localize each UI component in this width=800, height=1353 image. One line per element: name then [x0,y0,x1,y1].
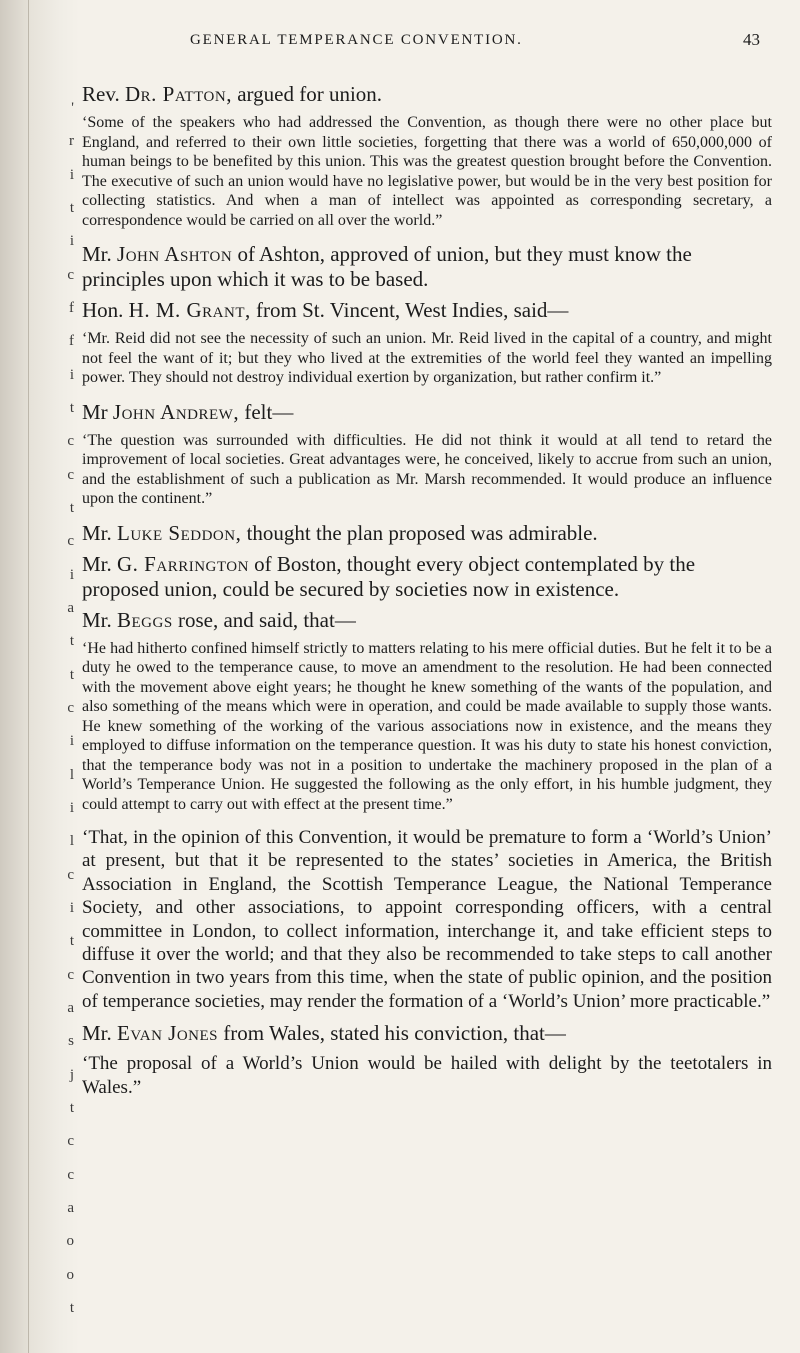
margin-fragment: s [68,1033,74,1050]
document-body [82,82,772,1107]
margin-fragment: t [69,633,74,650]
speaker-name: John Andrew, [112,399,240,424]
speaker-title: Mr. [82,607,112,632]
speaker-statement: argued for union. [237,82,383,106]
margin-fragment: t [69,933,74,950]
speaker-statement: of Ashton, approved of union, but they must know the principles upon which it was to be based. [82,242,692,291]
margin-fragment: l [69,833,74,850]
margin-fragment: a [67,1200,74,1216]
margin-fragment: i [69,366,74,383]
speaker-paragraph [82,400,772,425]
speaker-title: Mr [82,399,108,424]
quoted-speech: ‘The question was surrounded with difficulties. He did not think it would at all tend to retard the improvement of local societies. Great advantages were, he conceived, likely to accrue from such an union, and the establishment of such a publication as Mr. Marsh recommended. It would produce an influence upon the continent.” [82,431,772,507]
speaker-name: Dr. Patton, [124,82,232,106]
margin-fragment: c [67,700,74,716]
margin-fragment: f [69,300,74,316]
quoted-speech: ‘The proposal of a World’s Union would be hailed with delight by the teetotalers in Wales.” [82,1053,772,1098]
speaker-paragraph [82,1021,772,1046]
speaker-name: Luke Seddon, [117,520,242,545]
speaker-statement: rose, and said, that— [177,607,356,632]
margin-fragment: a [67,1000,74,1016]
speaker-title: Mr. [82,520,112,545]
margin-fragment: l [69,766,74,783]
margin-fragment: i [69,900,74,916]
speaker-title: Mr. [82,1021,112,1046]
quoted-speech: ‘Mr. Reid did not see the necessity of such an union. Mr. Reid lived in the capital of a country, and might not feel the want of it; but they who lived at the extremities of the world feel they wanted an impelling power. They should not destroy individual exertion by organization, but rather confirm it.” [82,330,772,386]
margin-fragment: t [69,400,74,416]
page-header [170,30,760,52]
speaker-paragraph [82,608,772,633]
margin-fragment: c [67,466,74,483]
speaker-statement: of Boston, thought every object contemplated by the proposed union, could be secured by societies now in existence. [82,551,696,601]
speaker-statement: felt— [244,399,294,424]
speaker-name: Evan Jones [117,1021,218,1046]
margin-fragment: o [66,1266,74,1283]
speaker-paragraph [82,298,772,323]
speaker-name: H. M. Grant, [128,298,251,322]
speaker-title: Mr. [82,551,112,576]
margin-fragment: t [69,1300,74,1316]
margin-fragment: o [66,1233,74,1250]
margin-fragment: r [69,133,74,150]
speaker-statement: from St. Vincent, West Indies, said— [256,298,569,322]
speaker-name: Beggs [117,607,173,632]
margin-fragment: i [69,800,74,816]
margin-fragment: j [69,1066,74,1083]
speaker-paragraph [82,82,772,107]
margin-fragment: c [67,1166,74,1183]
speaker-title: Rev. [82,82,120,106]
speaker-paragraph [82,242,772,292]
speaker-paragraph [82,552,772,602]
margin-fragment: c [67,866,74,883]
speaker-statement: from Wales, stated his conviction, that— [223,1021,566,1046]
margin-fragment: a [67,600,74,616]
margin-fragment: f [69,333,74,350]
speaker-name: John Ashton [117,242,233,266]
margin-fragment: t [69,200,74,216]
speaker-title: Hon. [82,298,124,322]
quoted-speech: ‘Some of the speakers who had addressed the Convention, as though there were no other place but England, and referred to their own little societies, forgetting that there was a world of 650,000,000 of human beings to be benefited by this union. This was the greatest question brought before the Convention. The executive of such an union would have no legislative power, but would be in the very best position for collecting statistics. And when a man of intellect was appointed as corresponding secretary, a correspondence would be carried on all over the world.” [82,114,772,229]
page-number: 43 [743,30,760,49]
margin-fragment: i [69,166,74,183]
margin-fragment: c [67,433,74,450]
speaker-title: Mr. [82,242,112,266]
running-head: GENERAL TEMPERANCE CONVENTION. [190,32,523,48]
amendment-text: ‘That, in the opinion of this Convention, it would be premature to form a ‘World’s Union’ at present, but that it be represented to the states’ societies in America, the British Association in England, the Scottish Temperance League, the National Temperance Society, and other associations, to appoint corresponding officers, with a central committee in London, to collect information, interchange it, and take efficient steps to diffuse it over the world; and that they also be recommended to take steps to call another Convention in two years from this time, when the state of public opinion, and the position of temperance societies, may render the formation of a ‘World’s Union’ more practicable.” [82,827,772,1012]
margin-fragment: i [69,733,74,750]
margin-fragment: c [67,1133,74,1150]
speaker-name: G. Farrington [117,551,249,576]
page-edge [28,0,29,1353]
margin-fragment: i [69,566,74,583]
margin-fragment: c [67,966,74,983]
margin-fragment: t [69,500,74,516]
margin-fragment: c [67,266,74,283]
speaker-statement: thought the plan proposed was admirable. [246,520,598,545]
margin-fragment: c [67,533,74,550]
margin-fragment: t [69,1100,74,1116]
quoted-speech: ‘He had hitherto confined himself strictly to matters relating to his mere official duties. But he felt it to be a duty he owed to the temperance cause, to move an amendment to the resolution. He had been connected with the movement above eight years; he thought he knew something of the wants of the population, and also something of the means which were in operation, and could be made available to supply those wants. He knew something of the working of the various associations now in existence, and the means they employed to diffuse information on the temperance question. It was his duty to state his honest conviction, that the temperance body was not in a position to undertake the machinery proposed in the plan of a World’s Temperance Union. He suggested the following as the only effort, in his humble judgment, they could attempt to carry out with effect at the present time.” [82,639,772,813]
margin-fragment: t [69,666,74,683]
margin-fragment: ' [71,100,74,116]
margin-fragment: i [69,233,74,250]
speaker-paragraph [82,521,772,546]
